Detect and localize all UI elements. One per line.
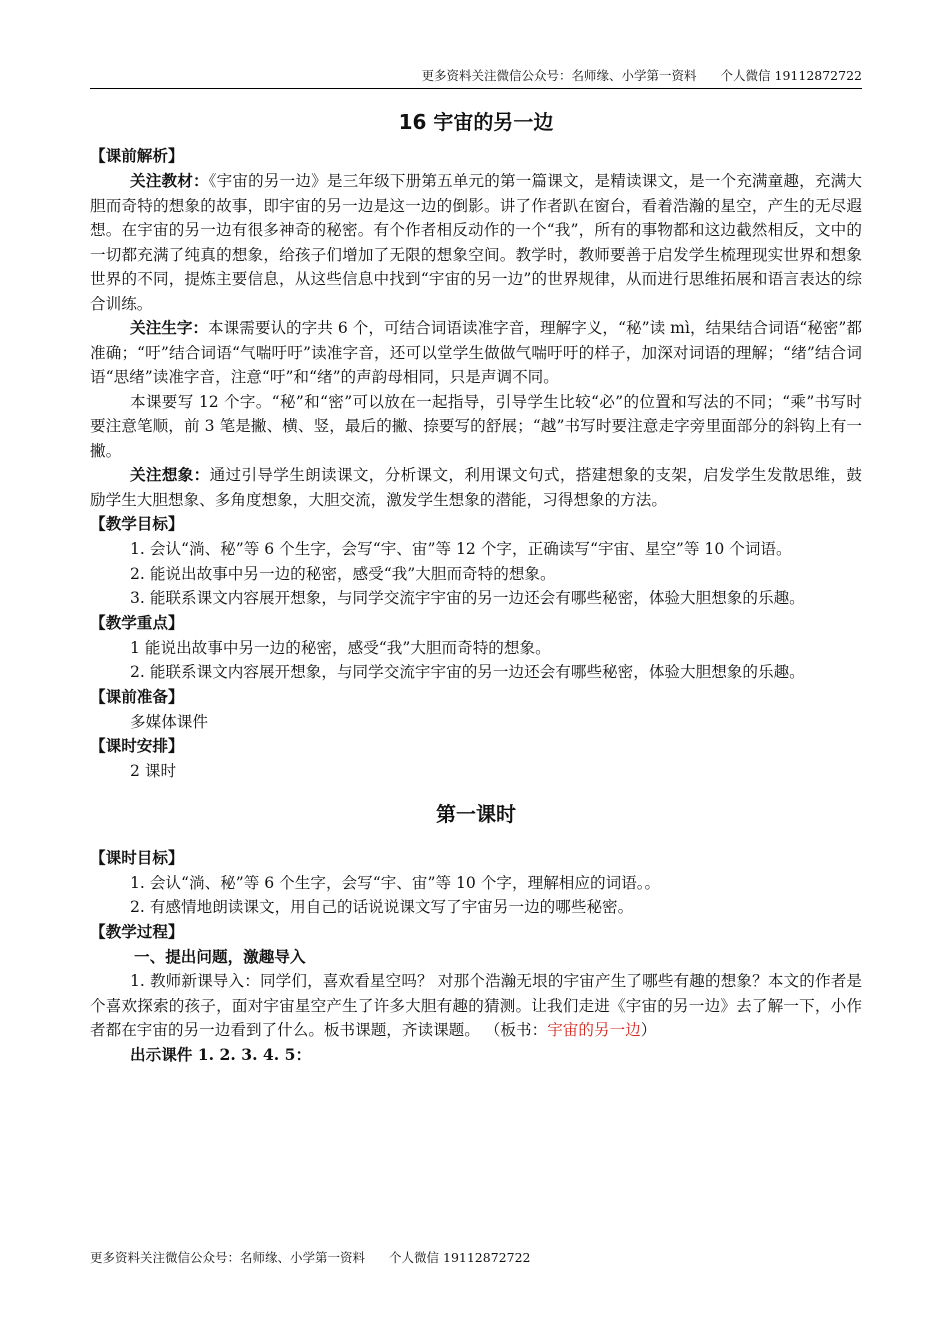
key-point-item: 1 能说出故事中另一边的秘密，感受“我”大胆而奇特的想象。 — [130, 638, 551, 657]
label-imagination: 关注想象： — [130, 465, 210, 484]
preparation-text: 多媒体课件 — [130, 712, 208, 731]
section-heading-schedule: 【课时安排】 — [90, 737, 184, 755]
document-body — [90, 104, 862, 1067]
paragraph-textbook — [90, 169, 862, 316]
section-heading-preparation: 【课前准备】 — [90, 687, 184, 706]
process-step-title: 一、提出问题，激趣导入 — [134, 946, 306, 966]
process-step-text — [90, 969, 862, 1043]
section-heading-process: 【教学过程】 — [90, 922, 184, 941]
header-right-text: 个人微信 19112872722 — [720, 68, 862, 83]
header-divider — [90, 88, 862, 89]
objective-item: 3. 能联系课文内容展开想象，与同学交流宇宇宙的另一边还会有哪些秘密，体验大胆想象的乐趣。 — [130, 589, 805, 607]
page-header — [422, 66, 862, 84]
document-title: 16 宇宙的另一边 — [398, 110, 554, 134]
header-left-text: 更多资料关注微信公众号：名师缘、小学第一资料 — [421, 68, 697, 83]
objective-item: 2. 能说出故事中另一边的秘密，感受“我”大胆而奇特的想象。 — [130, 564, 556, 583]
paragraph-imagination — [90, 463, 862, 512]
courseware-note: 出示课件 1. 2. 3. 4. 5： — [130, 1044, 312, 1064]
objective-item: 1. 会认“淌、秘”等 6 个生字，会写“宇、宙”等 12 个字，正确读写“宇宙、星空”等 10 个词语。 — [130, 540, 792, 558]
paragraph-writing: 本课要写 12 个字。“秘”和“密”可以放在一起指导，引导学生比较“必”的位置和写法的不同；“乘”书写时要注意笔顺，前 3 笔是撇、横、竖，最后的撇、捺要写的舒展；“越”书写时要注意走字旁里面部分的斜钩上有一撇。 — [90, 392, 862, 460]
process-close-paren: ） — [640, 1021, 657, 1039]
section-heading-objectives: 【教学目标】 — [90, 515, 184, 533]
section-heading-lesson-objectives: 【课时目标】 — [90, 848, 184, 867]
text-characters: 本课需要认的字共 6 个，可结合词语读准字音，理解字义，“秘”读 mì，结果结合词语“秘密”都准确；“吁”结合词语“气喘吁吁”读准字音，还可以堂学生做做气喘吁吁的样子，加深对词语的理解；“绪”结合词语“思绪”读准字音，注意“吁”和“绪”的声韵母相同，只是声调不同。 — [90, 319, 862, 386]
section-heading-pre-analysis: 【课前解析】 — [90, 147, 184, 165]
schedule-text: 2 课时 — [130, 762, 177, 780]
lesson-objective-item: 2. 有感情地朗读课文，用自己的话说说课文写了宇宙另一边的哪些秘密。 — [130, 898, 634, 916]
process-intro-text: 1. 教师新课导入：同学们，喜欢看星空吗？ 对那个浩瀚无垠的宇宙产生了哪些有趣的想象？本文的作者是个喜欢探索的孩子，面对宇宙星空产生了许多大胆有趣的猜测。让我们走进《宇宙的另一边》去了解一下，小作者都在宇宙的另一边看到了什么。板书课题，齐读课题。 （板书： — [90, 972, 862, 1039]
page-footer — [90, 1248, 530, 1266]
key-point-item: 2. 能联系课文内容展开想象，与同学交流宇宇宙的另一边还会有哪些秘密，体验大胆想象的乐趣。 — [130, 663, 805, 681]
text-textbook: 《宇宙的另一边》是三年级下册第五单元的第一篇课文，是精读课文，是一个充满童趣，充满大胆而奇特的想象的故事，即宇宙的另一边是这一边的倒影。讲了作者趴在窗台，看着浩瀚的星空，产生的无尽遐想。在宇宙的另一边有很多神奇的秘密。有个作者相反动作的一个“我”，所有的事物都和这边截然相反，文中的一切都充满了纯真的想象，给孩子们增加了无限的想象空间。教学时，教师要善于启发学生梳理现实世界和想象世界的不同，提炼主要信息，从这些信息中找到“宇宙的另一边”的世界规律，从而进行思维拓展和语言表达的综合训练。 — [90, 172, 862, 313]
footer-right-text: 个人微信 19112872722 — [389, 1250, 531, 1265]
footer-left-text: 更多资料关注微信公众号：名师缘、小学第一资料 — [90, 1250, 366, 1265]
lesson-title: 第一课时 — [436, 801, 516, 826]
section-heading-key-points: 【教学重点】 — [90, 613, 184, 632]
paragraph-characters — [90, 316, 862, 390]
label-characters: 关注生字： — [130, 318, 209, 337]
lesson-objective-item: 1. 会认“淌、秘”等 6 个生字，会写“宇、宙”等 10 个字，理解相应的词语。。 — [130, 873, 661, 892]
board-writing-text: 宇宙的另一边 — [547, 1021, 641, 1039]
label-textbook: 关注教材： — [130, 171, 209, 190]
text-imagination: 通过引导学生朗读课文，分析课文，利用课文句式，搭建想象的支架，启发学生发散思维，鼓励学生大胆想象、多角度想象，大胆交流，激发学生想象的潜能，习得想象的方法。 — [90, 466, 862, 509]
